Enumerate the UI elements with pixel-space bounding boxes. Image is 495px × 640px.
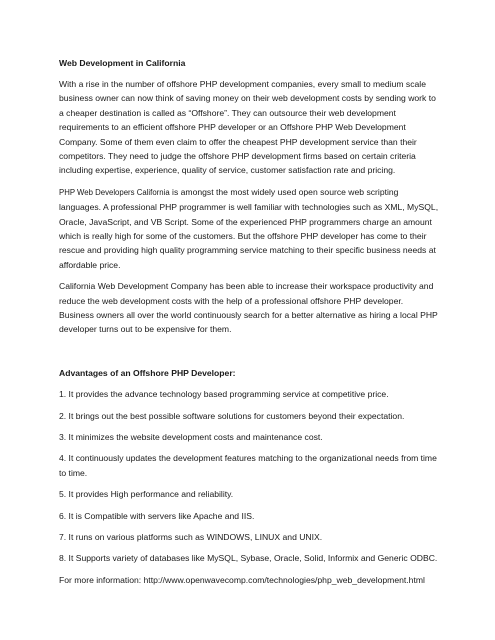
php-developers-text: is amongst the most widely used open source web scripting languages. A professional PHP programmer is well familiar with technologies such as XML, MySQL, Oracle, JavaScript, and VB Script. Some of the experienced PHP programmers charge an amount which is really high for some of the customers. But the offshore PHP developer has come to their rescue and providing high quality programming service matching to their specific business needs at affordable price.	[59, 186, 439, 270]
advantages-heading: Advantages of an Offshore PHP Developer:	[59, 367, 236, 378]
advantage-item-2: 2. It brings out the best possible software solutions for customers beyond their expectation.	[59, 410, 405, 421]
section-spacer	[59, 344, 439, 366]
document-body	[59, 56, 439, 587]
intro-paragraph: With a rise in the number of offshore PHP development companies, every small to medium scale business owner can now think of saving money on their web development costs by sending work to a cheaper destination is called as “Offshore”. They can outsource their web development requirements to an efficient offshore PHP developer or an Offshore PHP Web Development Company. Some of them even claim to offer the cheapest PHP development service than their competitors. They need to judge the offshore PHP development firms based on certain criteria including expertise, experience, quality of service, customer satisfaction rate and pricing.	[59, 78, 436, 176]
php-developers-paragraph	[59, 185, 439, 272]
advantage-item-4: 4. It continuously updates the development features matching to the organizational needs from time to time.	[59, 453, 437, 478]
advantage-item-5: 5. It provides High performance and reliability.	[59, 489, 234, 500]
advantage-item-8: 8. It Supports variety of databases like MySQL, Sybase, Oracle, Solid, Informix and Generic ODBC.	[59, 553, 438, 564]
more-information-link[interactable]: For more information: http://www.openwavecomp.com/technologies/php_web_development.html	[59, 574, 425, 585]
advantage-item-6: 6. It is Compatible with servers like Apache and IIS.	[59, 510, 255, 521]
advantage-item-1: 1. It provides the advance technology based programming service at competitive price.	[59, 389, 389, 400]
advantage-item-7: 7. It runs on various platforms such as WINDOWS, LINUX and UNIX.	[59, 532, 323, 543]
california-paragraph: California Web Development Company has been able to increase their workspace productivity and reduce the web development costs with the help of a professional offshore PHP developer. Business owners all over the world continuously search for a better alternative as hiring a local PHP developer turns out to be expensive for them.	[59, 281, 438, 335]
document-title: Web Development in California	[59, 58, 186, 68]
php-developers-lead: PHP Web Developers California	[59, 187, 170, 197]
advantage-item-3: 3. It minimizes the website development costs and maintenance cost.	[59, 432, 323, 443]
